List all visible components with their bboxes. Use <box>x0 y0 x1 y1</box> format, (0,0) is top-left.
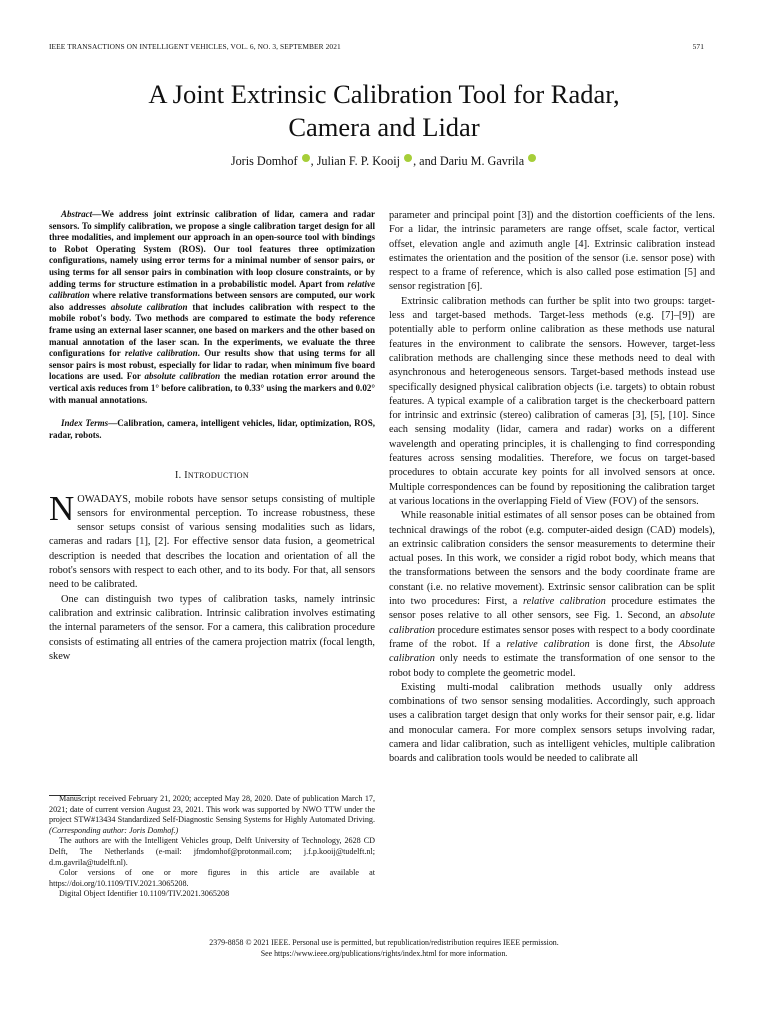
orcid-icon[interactable] <box>404 154 412 162</box>
footnote-color: Color versions of one or more figures in this article are available at https://doi.org/10.1109/TIV.2021.3065208. <box>49 868 375 888</box>
right-paragraph-4: Existing multi-modal calibration methods usually only address combinations of two sensor sensing modalities. Accordingly, such approach uses a calibration target design that only works for their sensor pair, e.g. lidar and monocular camera. For more complex sensors setups involving radar, camera and lidar calibration, such as intelligent vehicles, multiple calibration boards and calibration tools would be needed to calibrate all <box>389 681 715 765</box>
rights-url-line: See https://www.ieee.org/publications/rights/index.html for more information. <box>260 949 508 958</box>
title-line-2: Camera and Lidar <box>288 112 480 142</box>
section-heading-introduction: I. INTRODUCTION <box>175 470 249 482</box>
author-3: Dariu M. Gavrila <box>439 154 525 168</box>
intro-paragraph-2: One can distinguish two types of calibration tasks, namely intrinsic calibration and extrinsic calibration. Intrinsic calibration involves estimating the internal parameters of the sensor. For a camera, this calibration procedure consists of estimating all entries of the camera projection matrix (focal length, skew <box>49 593 375 662</box>
right-paragraph-1: parameter and principal point [3]) and the distortion coefficients of the lens. For a lidar, the intrinsic parameters are range offset, scale factor, vertical offset, elevation angle and azimuth angle [4]. Extrinsic calibration instead estimates the orientation and the position of the sensor (i.e. sensor pose) with respect to a frame of reference, which is also called pose estimation [5] and sensor registration [6]. <box>389 210 715 293</box>
drop-cap: N <box>49 488 75 528</box>
right-paragraph-3: While reasonable initial estimates of all sensor poses can be obtained from technical drawings of the robot (e.g. computer-aided design (CAD) models), an extrinsic calibration considers the sensor measurements to determine their actual poses. In this work, we consider a rigid robot body, which means that the transformations between the sensors and the body coordinate frame are constant (i.e. no relative movement). Extrinsic sensor calibration can be split into two procedures: First, a relative calibration procedure estimates the sensor poses relative to all other sensors, see Fig. 1. Second, an absolute calibration procedure estimates sensor poses with respect to a body coordinate frame of the robot. If a relative calibration is done first, the Absolute calibration only needs to estimate the transformation of one sensor to the robot body to complete the geometric model. <box>389 510 716 679</box>
running-head <box>49 42 704 51</box>
paper-title <box>60 78 708 144</box>
footnotes <box>49 794 375 900</box>
right-column <box>389 209 715 767</box>
footnote-manuscript: Manuscript received February 21, 2020; accepted May 28, 2020. Date of publication March 17, 2021; date of current version August 23, 2021. This work was supported by NWO TTW under the project STW#13434 Standardized Self-Diagnostic Sensing Systems for Highly Automated Driving. (Corresponding author: Joris Domhof.) <box>49 794 375 835</box>
intro-paragraph-1: NOWADAYS, mobile robots have sensor setups consisting of multiple sensors for environmental perception. To increase robustness, these sensor setups consist of various sensing modalities such as lidars, cameras and radars [1], [2]. For effective sensor data fusion, a geometrical description is needed that describes the location and orientation of all the robot's sensors with respect to each other, and to its body. For that, all sensors need to be calibrated. <box>49 488 375 591</box>
abstract: Abstract—We address joint extrinsic calibration of lidar, camera and radar sensors. To simplify calibration, we propose a single calibration target design for all three modalities, and implement our approach in an open-source tool with bindings to Robot Operating System (ROS). Our tool features three optimization configurations, namely using error terms for a minimal number of sensor pairs, or using terms for all sensor pairs in combination with loop closure constraints, or by adding terms for structure estimation in a probabilistic model. Apart from relative calibration where relative transformations between sensors are computed, our work also addresses absolute calibration that includes calibration with respect to the mobile robot's body. Two methods are compared to estimate the body reference frame using an external laser scanner, one based on markers and the other based on manual annotation of the laser scan. In the experiments, we evaluate the three configurations for relative calibration. Our results show that using terms for all sensor pairs is most robust, especially for lidar to radar, when minimum five board locations are used. For absolute calibration the median rotation error around the vertical axis reduces from 1° before calibration, to 0.33° using the markers and 0.02° with manual annotations. <box>49 209 375 405</box>
journal-name: IEEE TRANSACTIONS ON INTELLIGENT VEHICLES, VOL. 6, NO. 3, SEPTEMBER 2021 <box>49 42 341 51</box>
left-column <box>49 209 375 664</box>
copyright-footer <box>0 937 768 959</box>
author-1: Joris Domhof <box>230 154 298 168</box>
orcid-icon[interactable] <box>302 154 310 162</box>
author-2: Julian F. P. Kooij <box>316 154 401 168</box>
title-line-1: A Joint Extrinsic Calibration Tool for Radar, <box>148 79 620 109</box>
page-number: 571 <box>692 42 704 51</box>
index-terms: Index Terms—Calibration, camera, intelligent vehicles, lidar, optimization, ROS, radar, robots. <box>49 418 375 440</box>
footnote-doi: Digital Object Identifier 10.1109/TIV.2021.3065208 <box>59 889 230 899</box>
orcid-icon[interactable] <box>528 154 536 162</box>
footnote-authors: The authors are with the Intelligent Vehicles group, Delft University of Technology, 2628 CD Delft, The Netherlands (e-mail: jfmdomhof@protonmail.com; j.f.p.kooij@tudelft.nl; d.m.gavrila@tudelft.nl). <box>49 836 375 867</box>
copyright-line: 2379-8858 © 2021 IEEE. Personal use is permitted, but republication/redistribution requires IEEE permission. <box>209 938 559 947</box>
right-paragraph-2: Extrinsic calibration methods can further be split into two groups: target-less and target-based methods. Target-less methods (e.g. [7]–[9]) are potentially able to perform online calibration as these methods use natural features in the environment to calibrate the sensors. However, target-less calibration methods are challenging since these methods need to deal with asynchronous and heterogeneous sensors. Target-based methods instead use specifically designed physical calibration objects (i.e. targets) to obtain robust features. A typical example of a calibration target is the checkerboard pattern for intrinsic and extrinsic (stereo) calibration of cameras [3], [5], [10]. Since each sensing modality (lidar, camera and radar) works on a different wavelength and operating principles, it is challenging to find corresponding features across sensing modalities. Therefore, we focus on target-based procedures to obtain accurate key points for all involved sensors at once. Multiple correspondences can be found by repositioning the calibration target at various locations in the overlapping Field of View (FOV) of the sensors. <box>389 295 715 507</box>
author-list: Joris Domhof , Julian F. P. Kooij , and Dariu M. Gavrila <box>60 154 708 169</box>
